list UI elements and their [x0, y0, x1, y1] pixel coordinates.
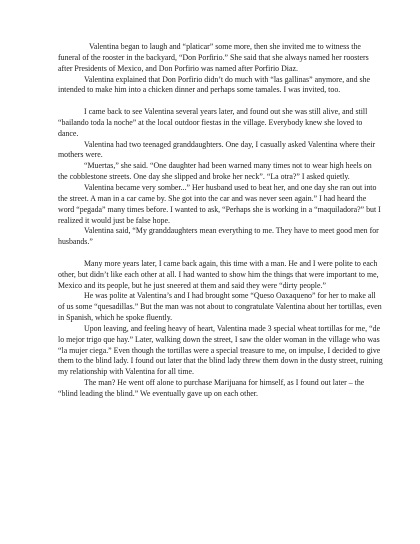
paragraph: The man? He went off alone to purchase Marijuana for himself, as I found out later – the “blind leading the blind.” We eventually gave up on each other.: [58, 378, 365, 398]
paragraph: Valentina began to laugh and “platicar” some more, then she invited me to witness the funeral of the rooster in the backyard, “Don Porfirio.” She said that she always named her roosters after Presidents of Mexico, and Don Porfirio was named after Porfirio Diaz.: [58, 42, 369, 73]
paragraph: Upon leaving, and feeling heavy of heart, Valentina made 3 special wheat tortillas for me, “de lo mejor trigo que hay.” Later, walking down the street, I saw the older woman in the village who was “la mujer ciega.” Even though the tortillas were a special treasure to me, on impulse, I decided to give them to the blind lady. I found out later that the blind lady threw them down in the dusty street, ruining my relationship with Valentina for all time.: [58, 323, 383, 377]
paragraph: I came back to see Valentina several years later, and found out she was still alive, and still “bailando toda la noche” at the local outdoor fiestas in the village. Everybody knew she loved to dance.: [58, 107, 368, 138]
paragraph: Valentina had two teenaged granddaughters. One day, I casually asked Valentina where their mothers were.: [58, 139, 376, 160]
section-break: [58, 96, 383, 107]
document-page: [58, 42, 383, 400]
section-break: [58, 248, 383, 259]
paragraph: Many more years later, I came back again, this time with a man. He and I were polite to each other, but didn’t like each other at all. I had wanted to show him the things that were important to me, Mexico and its people, but he just sneered at them and said they were “dirty people.”: [58, 258, 379, 290]
paragraph: Valentina said, “My granddaughters mean everything to me. They have to meet good men for husbands.”: [58, 226, 379, 247]
paragraph: He was polite at Valentina’s and I had brought some “Queso Oaxaqueno” for her to make all of us some “quesadillas.” But the man was not about to congratulate Valentina about her tortillas, even in Spanish, which he spoke fluently.: [58, 291, 382, 323]
paragraph: “Muertas,” she said. “One daughter had been warned many times not to wear high heels on the cobblestone streets. One day she slipped and broke her neck”. “La otra?” I asked quietly.: [58, 161, 372, 182]
paragraph: Valentina became very somber...” Her husband used to beat her, and one day she ran out into the street. A man in a car came by. She got into the car and was never seen again.” I had heard the word “pegada” many times before. I wanted to ask, “Perhaps she is working in a “maquiladora?” but I realized it would just be false hope.: [58, 182, 381, 225]
paragraph: Valentina explained that Don Porfirio didn’t do much with “las gallinas” anymore, and she intended to make him into a chicken dinner and perhaps some tamales. I was invited, too.: [58, 74, 371, 95]
